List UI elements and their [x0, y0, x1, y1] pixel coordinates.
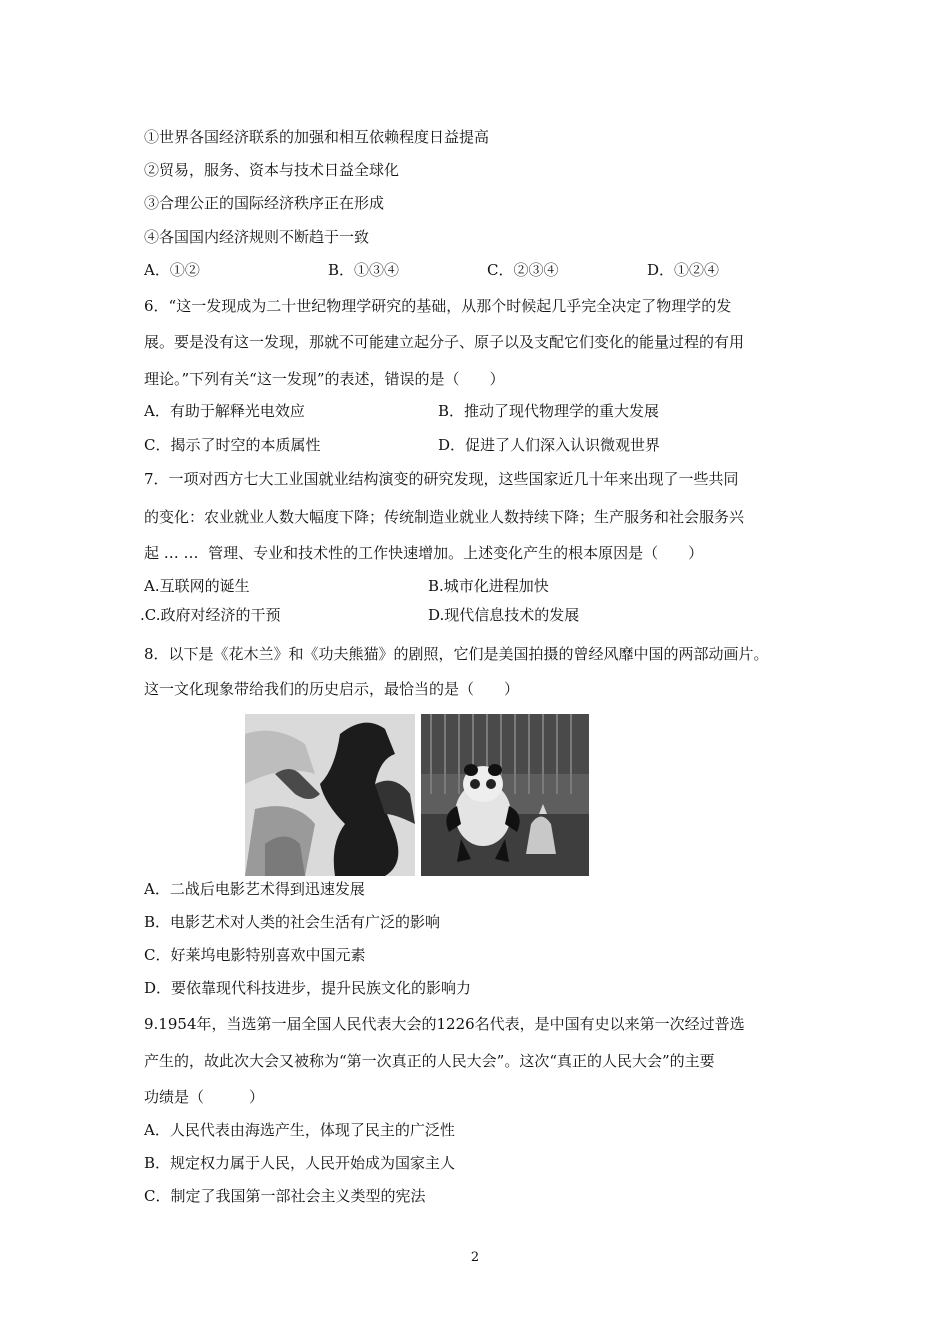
kung-fu-panda-still-image	[421, 714, 589, 876]
q8-option-b: B．电影艺术对人类的社会生活有广泛的影响	[144, 913, 441, 931]
q8-option-a: A．二战后电影艺术得到迅速发展	[144, 880, 365, 898]
q8-option-c: C．好莱坞电影特别喜欢中国元素	[144, 946, 366, 964]
q7-option-c: .C.政府对经济的干预	[140, 606, 281, 624]
q7-stem-line-1: 7．一项对西方七大工业国就业结构演变的研究发现，这些国家近几十年来出现了一些共同	[144, 470, 739, 488]
q6-stem-line-2: 展。要是没有这一发现，那就不可能建立起分子、原子以及支配它们变化的能量过程的有用	[144, 333, 745, 351]
q5-option-c: C．②③④	[487, 261, 559, 279]
q6-option-a: A．有助于解释光电效应	[144, 402, 305, 420]
q9-stem-line-2: 产生的，故此次大会又被称为“第一次真正的人民大会”。这次“真正的人民大会”的主要	[144, 1052, 715, 1070]
q7-option-b: B.城市化进程加快	[428, 577, 549, 595]
q7-option-d: D.现代信息技术的发展	[428, 606, 580, 624]
mulan-still-image	[245, 714, 415, 876]
q9-option-c: C．制定了我国第一部社会主义类型的宪法	[144, 1187, 426, 1205]
q8-stem-line-1: 8．以下是《花木兰》和《功夫熊猫》的剧照，它们是美国拍摄的曾经风靡中国的两部动画片。	[144, 645, 769, 663]
q6-option-d: D．促进了人们深入认识微观世界	[438, 436, 661, 454]
q9-stem-line-1: 9.1954年，当选第一届全国人民代表大会的1226名代表，是中国有史以来第一次经过普选	[144, 1015, 745, 1033]
film-stills-figure	[245, 714, 589, 876]
q9-stem-line-3: 功绩是（ ）	[144, 1088, 265, 1106]
q6-option-c: C．揭示了时空的本质属性	[144, 436, 321, 454]
q5-option-a: A．①②	[144, 261, 200, 279]
q6-option-b: B．推动了现代物理学的重大发展	[438, 402, 660, 420]
q7-stem-line-3: 起 … … 管理、专业和技术性的工作快速增加。上述变化产生的根本原因是（ ）	[144, 544, 704, 562]
q5-item-3: ③合理公正的国际经济秩序正在形成	[144, 194, 385, 212]
q8-stem-line-2: 这一文化现象带给我们的历史启示，最恰当的是（ ）	[144, 680, 520, 698]
q9-option-b: B．规定权力属于人民，人民开始成为国家主人	[144, 1154, 456, 1172]
q7-option-a: A.互联网的诞生	[144, 577, 250, 595]
q5-option-b: B．①③④	[328, 261, 400, 279]
q6-stem-line-3: 理论。”下列有关“这一发现”的表述，错误的是（ ）	[144, 370, 505, 388]
page-number: 2	[470, 1250, 480, 1265]
q5-item-1: ①世界各国经济联系的加强和相互依赖程度日益提高	[144, 128, 490, 146]
q7-stem-line-2: 的变化：农业就业人数大幅度下降；传统制造业就业人数持续下降；生产服务和社会服务兴	[144, 508, 745, 526]
q5-item-4: ④各国国内经济规则不断趋于一致	[144, 228, 370, 246]
q8-option-d: D．要依靠现代科技进步，提升民族文化的影响力	[144, 979, 472, 997]
q5-option-d: D．①②④	[647, 261, 720, 279]
q5-item-2: ②贸易，服务、资本与技术日益全球化	[144, 161, 400, 179]
q9-option-a: A．人民代表由海选产生，体现了民主的广泛性	[144, 1121, 455, 1139]
q6-stem-line-1: 6．“这一发现成为二十世纪物理学研究的基础，从那个时候起几乎完全决定了物理学的发	[144, 297, 732, 315]
